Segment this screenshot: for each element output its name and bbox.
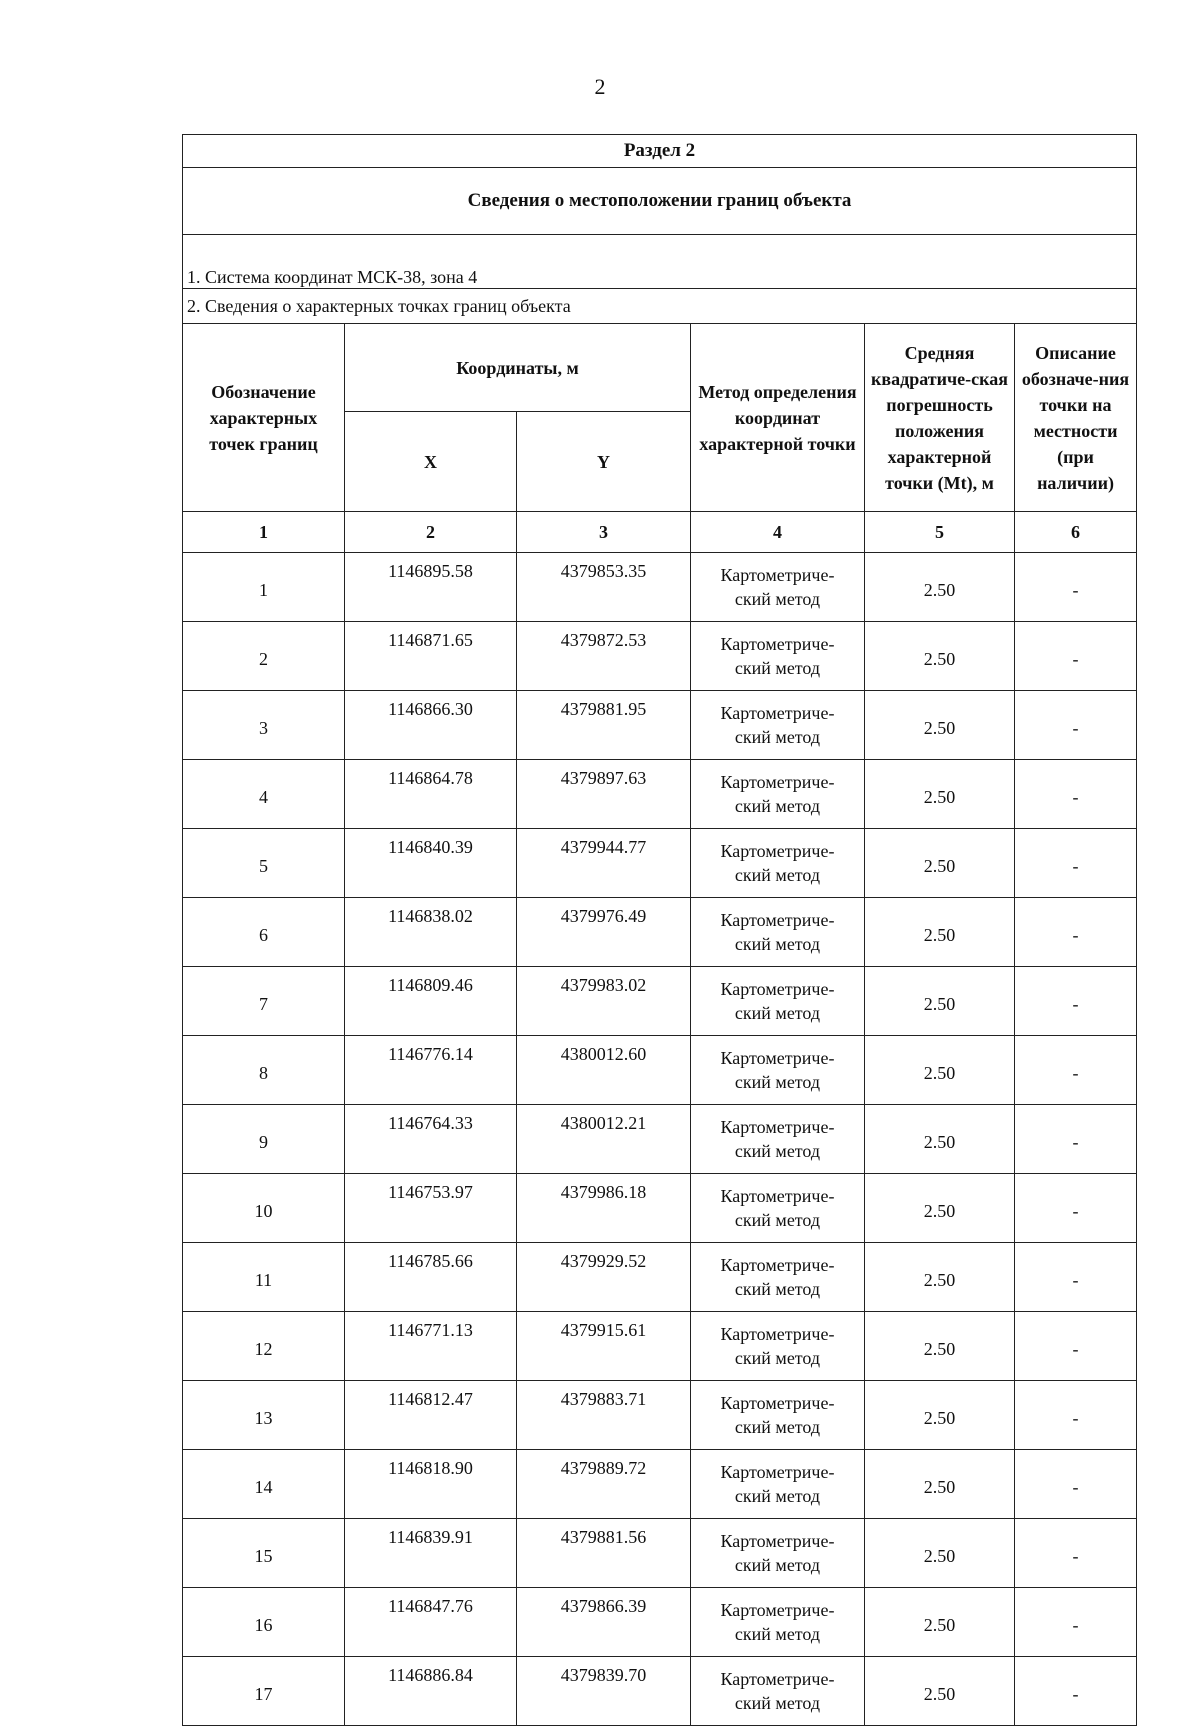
point-number: 13 [183, 1381, 345, 1450]
coord-x: 1146764.33 [345, 1105, 517, 1174]
point-number: 14 [183, 1450, 345, 1519]
description-value: - [1015, 1243, 1137, 1312]
point-number: 12 [183, 1312, 345, 1381]
method-line-1: Картометриче- [720, 910, 835, 930]
method-cell [691, 760, 865, 829]
coord-y: 4379944.77 [517, 829, 691, 898]
table-row [183, 1036, 1137, 1105]
table-row [183, 1312, 1137, 1381]
description-value: - [1015, 1381, 1137, 1450]
method-line-1: Картометриче- [720, 1600, 835, 1620]
coord-y: 4379929.52 [517, 1243, 691, 1312]
coord-x: 1146847.76 [345, 1588, 517, 1657]
error-value: 2.50 [865, 1243, 1015, 1312]
method-line-1: Картометриче- [720, 1048, 835, 1068]
description-value: - [1015, 1588, 1137, 1657]
header-error: Средняя квадратиче-ская погрешность положения характерной точки (Mt), м [865, 324, 1015, 512]
method-cell [691, 1312, 865, 1381]
error-value: 2.50 [865, 898, 1015, 967]
point-number: 7 [183, 967, 345, 1036]
method-cell [691, 967, 865, 1036]
table-row [183, 1174, 1137, 1243]
error-value: 2.50 [865, 622, 1015, 691]
point-number: 16 [183, 1588, 345, 1657]
method-line-1: Картометриче- [720, 841, 835, 861]
error-value: 2.50 [865, 1450, 1015, 1519]
coord-x: 1146871.65 [345, 622, 517, 691]
description-value: - [1015, 1105, 1137, 1174]
method-line-1: Картометриче- [720, 565, 835, 585]
point-number: 2 [183, 622, 345, 691]
method-line-2: ский метод [734, 1555, 821, 1575]
method-line-1: Картометриче- [720, 1255, 835, 1275]
coord-y: 4379883.71 [517, 1381, 691, 1450]
coord-y: 4379866.39 [517, 1588, 691, 1657]
table-row [183, 1243, 1137, 1312]
description-value: - [1015, 622, 1137, 691]
section-subtitle: Сведения о местоположении границ объекта [183, 168, 1137, 235]
table-row [183, 898, 1137, 967]
coord-x: 1146753.97 [345, 1174, 517, 1243]
method-cell [691, 691, 865, 760]
method-line-2: ский метод [734, 1693, 821, 1713]
coord-y: 4379897.63 [517, 760, 691, 829]
method-cell [691, 829, 865, 898]
point-number: 3 [183, 691, 345, 760]
method-cell [691, 1519, 865, 1588]
coord-x: 1146812.47 [345, 1381, 517, 1450]
column-number: 3 [517, 512, 691, 553]
point-number: 6 [183, 898, 345, 967]
method-cell [691, 1588, 865, 1657]
error-value: 2.50 [865, 1588, 1015, 1657]
error-value: 2.50 [865, 1105, 1015, 1174]
error-value: 2.50 [865, 1312, 1015, 1381]
section-title: Раздел 2 [183, 135, 1137, 168]
method-cell [691, 1174, 865, 1243]
coord-y: 4379986.18 [517, 1174, 691, 1243]
method-line-2: ский метод [734, 658, 821, 678]
method-line-2: ский метод [734, 727, 821, 747]
coord-x: 1146771.13 [345, 1312, 517, 1381]
error-value: 2.50 [865, 1519, 1015, 1588]
method-line-2: ский метод [734, 1486, 821, 1506]
table-row [183, 1381, 1137, 1450]
point-number: 11 [183, 1243, 345, 1312]
method-line-1: Картометриче- [720, 1669, 835, 1689]
point-number: 1 [183, 553, 345, 622]
description-value: - [1015, 829, 1137, 898]
column-number: 5 [865, 512, 1015, 553]
coord-y: 4379976.49 [517, 898, 691, 967]
table-row [183, 1519, 1137, 1588]
coord-y: 4379881.56 [517, 1519, 691, 1588]
error-value: 2.50 [865, 1657, 1015, 1726]
header-x: X [345, 412, 517, 512]
column-number: 2 [345, 512, 517, 553]
method-line-1: Картометриче- [720, 1462, 835, 1482]
coord-x: 1146838.02 [345, 898, 517, 967]
description-value: - [1015, 760, 1137, 829]
coord-x: 1146895.58 [345, 553, 517, 622]
page-number: 2 [594, 74, 606, 99]
method-cell [691, 1105, 865, 1174]
coord-y: 4379915.61 [517, 1312, 691, 1381]
point-number: 5 [183, 829, 345, 898]
table-row [183, 691, 1137, 760]
method-line-1: Картометриче- [720, 1186, 835, 1206]
method-line-2: ский метод [734, 1003, 821, 1023]
coordinate-system: 1. Система координат МСК-38, зона 4 [183, 235, 1137, 289]
header-method: Метод определения координат характерной точки [691, 324, 865, 512]
header-coordinates: Координаты, м [345, 324, 691, 412]
header-designation: Обозначение характерных точек границ [183, 324, 345, 512]
point-number: 17 [183, 1657, 345, 1726]
point-number: 15 [183, 1519, 345, 1588]
table-row [183, 1450, 1137, 1519]
error-value: 2.50 [865, 1381, 1015, 1450]
header-y: Y [517, 412, 691, 512]
method-line-1: Картометриче- [720, 979, 835, 999]
method-cell [691, 1657, 865, 1726]
method-cell [691, 898, 865, 967]
description-value: - [1015, 1174, 1137, 1243]
method-line-1: Картометриче- [720, 1324, 835, 1344]
column-number: 1 [183, 512, 345, 553]
error-value: 2.50 [865, 967, 1015, 1036]
table-row [183, 553, 1137, 622]
coord-y: 4379839.70 [517, 1657, 691, 1726]
description-value: - [1015, 1519, 1137, 1588]
coord-x: 1146864.78 [345, 760, 517, 829]
method-line-2: ский метод [734, 1141, 821, 1161]
method-line-2: ский метод [734, 934, 821, 954]
method-line-1: Картометриче- [720, 1393, 835, 1413]
method-line-1: Картометриче- [720, 634, 835, 654]
description-value: - [1015, 1312, 1137, 1381]
point-number: 9 [183, 1105, 345, 1174]
boundary-points-table [182, 134, 1137, 1726]
method-line-2: ский метод [734, 796, 821, 816]
column-number: 4 [691, 512, 865, 553]
error-value: 2.50 [865, 1036, 1015, 1105]
error-value: 2.50 [865, 829, 1015, 898]
method-line-1: Картометриче- [720, 1531, 835, 1551]
description-value: - [1015, 967, 1137, 1036]
method-cell [691, 553, 865, 622]
coord-x: 1146886.84 [345, 1657, 517, 1726]
coord-x: 1146809.46 [345, 967, 517, 1036]
method-line-2: ский метод [734, 1279, 821, 1299]
coord-y: 4379889.72 [517, 1450, 691, 1519]
points-caption: 2. Сведения о характерных точках границ объекта [183, 289, 1137, 324]
method-line-2: ский метод [734, 1348, 821, 1368]
table-row [183, 1588, 1137, 1657]
method-cell [691, 1450, 865, 1519]
coord-x: 1146866.30 [345, 691, 517, 760]
method-line-2: ский метод [734, 1210, 821, 1230]
coord-y: 4379853.35 [517, 553, 691, 622]
method-line-2: ский метод [734, 1072, 821, 1092]
description-value: - [1015, 898, 1137, 967]
method-cell [691, 1243, 865, 1312]
table-row [183, 1105, 1137, 1174]
method-line-1: Картометриче- [720, 1117, 835, 1137]
description-value: - [1015, 1036, 1137, 1105]
coord-x: 1146818.90 [345, 1450, 517, 1519]
description-value: - [1015, 1657, 1137, 1726]
error-value: 2.50 [865, 1174, 1015, 1243]
header-description: Описание обозначе-ния точки на местности (при наличии) [1015, 324, 1137, 512]
coord-y: 4380012.21 [517, 1105, 691, 1174]
table-row [183, 760, 1137, 829]
coord-x: 1146785.66 [345, 1243, 517, 1312]
point-number: 10 [183, 1174, 345, 1243]
method-line-2: ский метод [734, 589, 821, 609]
method-cell [691, 1381, 865, 1450]
description-value: - [1015, 1450, 1137, 1519]
method-line-2: ский метод [734, 1624, 821, 1644]
table-row [183, 622, 1137, 691]
method-line-1: Картометриче- [720, 703, 835, 723]
table-row [183, 967, 1137, 1036]
method-cell [691, 1036, 865, 1105]
table-row [183, 1657, 1137, 1726]
method-line-2: ский метод [734, 865, 821, 885]
point-number: 8 [183, 1036, 345, 1105]
description-value: - [1015, 691, 1137, 760]
coord-y: 4379872.53 [517, 622, 691, 691]
coord-x: 1146776.14 [345, 1036, 517, 1105]
coord-y: 4379983.02 [517, 967, 691, 1036]
method-line-1: Картометриче- [720, 772, 835, 792]
coord-y: 4380012.60 [517, 1036, 691, 1105]
point-number: 4 [183, 760, 345, 829]
description-value: - [1015, 553, 1137, 622]
coord-y: 4379881.95 [517, 691, 691, 760]
table-row [183, 829, 1137, 898]
error-value: 2.50 [865, 553, 1015, 622]
coord-x: 1146840.39 [345, 829, 517, 898]
method-line-2: ский метод [734, 1417, 821, 1437]
method-cell [691, 622, 865, 691]
column-number: 6 [1015, 512, 1137, 553]
coord-x: 1146839.91 [345, 1519, 517, 1588]
error-value: 2.50 [865, 691, 1015, 760]
error-value: 2.50 [865, 760, 1015, 829]
